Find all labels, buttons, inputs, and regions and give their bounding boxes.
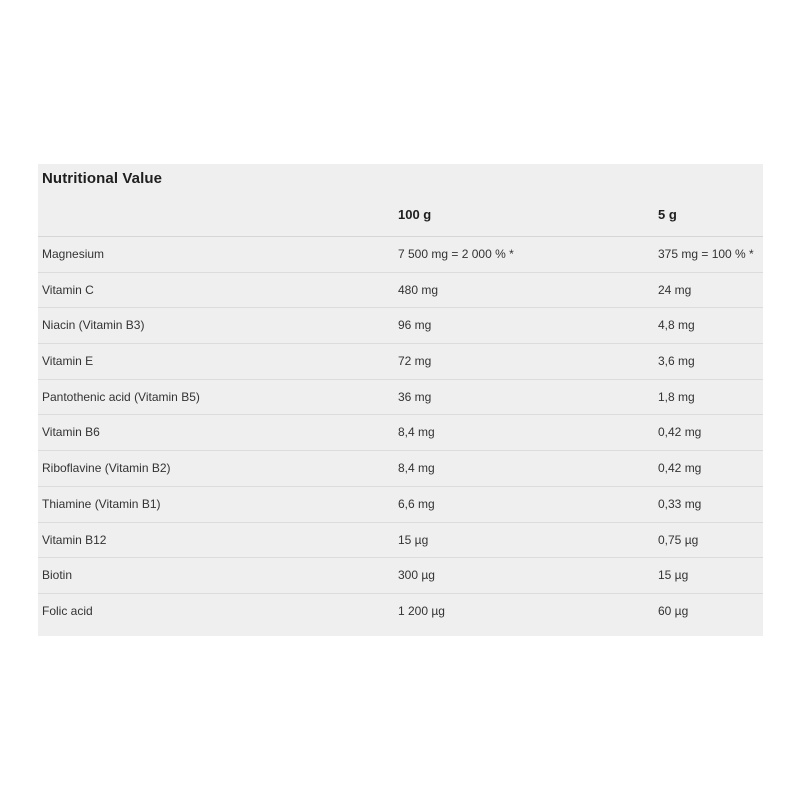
table-row [38,594,763,630]
value-100g: 36 mg [398,389,432,404]
value-5g: 0,33 mg [658,496,702,511]
nutrient-name: Vitamin C [42,282,94,297]
nutrient-name: Magnesium [42,247,105,261]
nutrient-name: Vitamin E [42,354,94,369]
value-5g: 4,8 mg [658,318,695,333]
table-row [38,380,763,416]
nutrient-name: Thiamine (Vitamin B1) [42,496,161,511]
value-100g: 6,6 mg [398,496,435,511]
nutrition-table [38,164,763,636]
table-title: Nutritional Value [42,170,163,187]
value-100g: 300 µg [398,568,435,583]
nutrient-name: Riboflavine (Vitamin B2) [42,461,171,476]
value-100g: 8,4 mg [398,461,435,476]
nutrient-name: Biotin [42,568,73,583]
value-5g: 60 µg [658,603,689,618]
value-5g: 1,8 mg [658,389,695,404]
value-100g: 72 mg [398,354,432,369]
table-row [38,487,763,523]
table-row [38,344,763,380]
table-row [38,308,763,344]
value-5g: 375 mg = 100 % * [658,247,754,261]
value-100g: 1 200 µg [398,603,445,618]
value-5g: 3,6 mg [658,354,695,369]
nutrient-name: Folic acid [42,603,93,618]
table-header-row [38,198,763,237]
value-5g: 15 µg [658,568,689,583]
header-5g: 5 g [658,207,677,222]
value-100g: 15 µg [398,532,429,547]
value-5g: 24 mg [658,282,692,297]
value-5g: 0,42 mg [658,461,702,476]
table-row [38,273,763,309]
value-100g: 480 mg [398,282,439,297]
table-row [38,451,763,487]
table-row [38,415,763,451]
table-body [38,237,763,630]
table-row [38,523,763,559]
value-5g: 0,42 mg [658,425,702,440]
nutrient-name: Pantothenic acid (Vitamin B5) [42,389,200,404]
nutrient-name: Vitamin B12 [42,532,107,547]
header-100g: 100 g [398,207,432,222]
table-row [38,237,763,273]
value-100g: 96 mg [398,318,432,333]
table-row [38,558,763,594]
nutrient-name: Vitamin B6 [42,425,100,440]
value-100g: 8,4 mg [398,425,435,440]
value-5g: 0,75 µg [658,532,699,547]
value-100g: 7 500 mg = 2 000 % * [398,247,514,261]
nutrient-name: Niacin (Vitamin B3) [42,318,145,333]
